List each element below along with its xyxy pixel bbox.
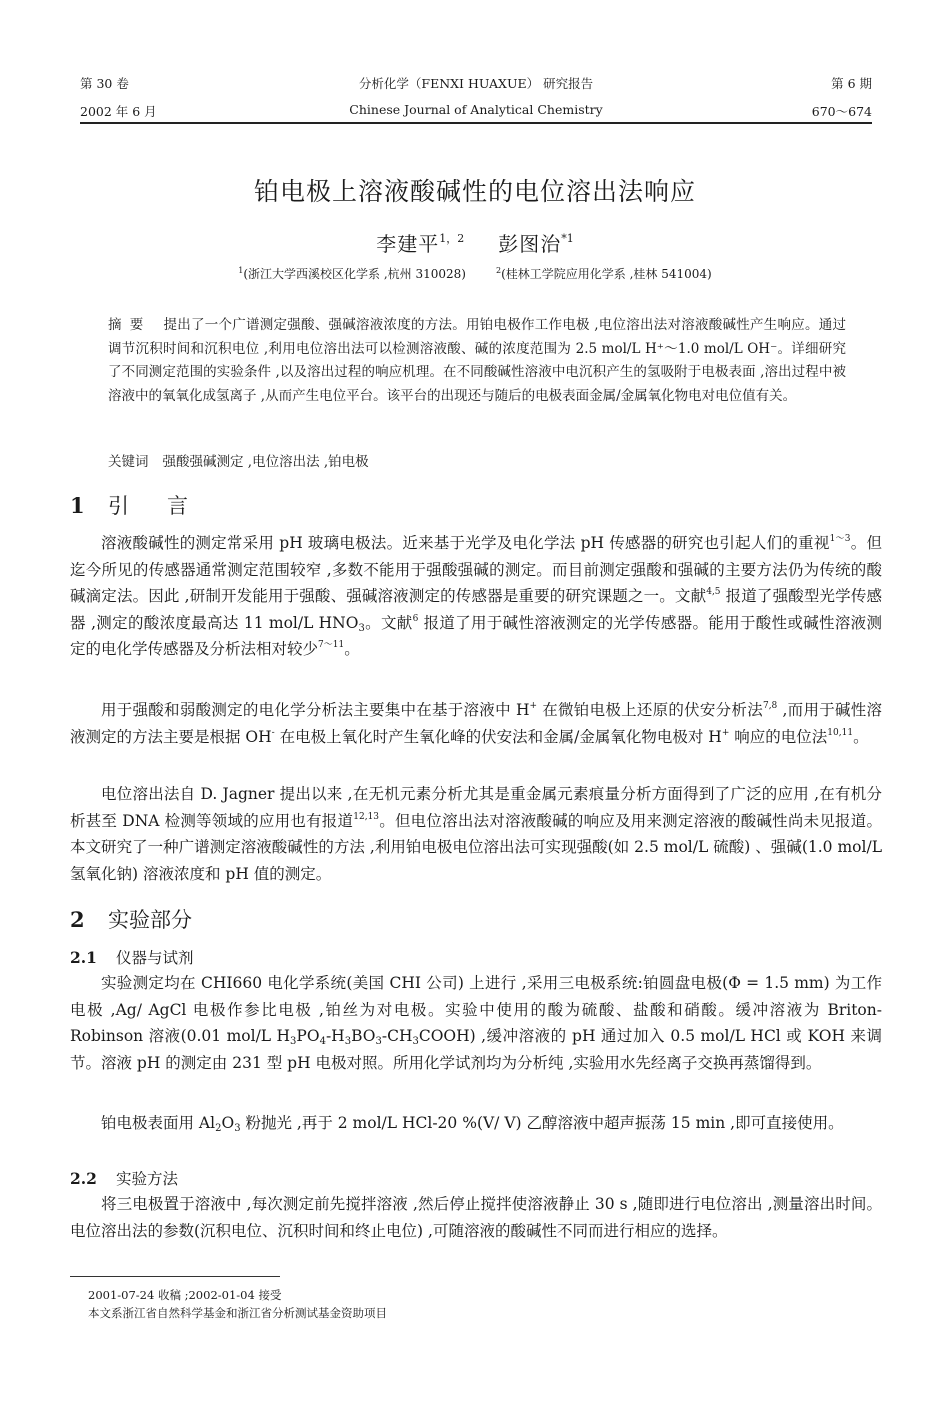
affiliation-mark: 2 [496,266,502,275]
author-affiliation-mark: *1 [561,232,574,245]
issue: 第 6 期 [831,76,872,91]
abstract-label: 摘要 [108,317,152,333]
citation: 1～3 [829,534,851,544]
paragraph: 将三电极置于溶液中 ,每次测定前先搅拌溶液 ,然后停止搅拌使溶液静止 30 s ,随即进行电位溶出 ,测量溶出时间。电位溶出法的参数(沉积电位、沉积时间和终止电位) ,可随溶液的酸碱性不同而进行相应的选择。 [70,1195,882,1240]
journal-name-cn: 分析化学（FENXI HUAXUE） 研究报告 [358,76,594,91]
paragraph: 用于强酸和弱酸测定的电化学分析法主要集中在基于溶液中 H+ 在微铂电极上还原的伏安分析法$^{7,8}$ ,而用于碱性溶液测定的方法主要是根据 OH- 在电极上氧化时产生氧化峰的伏安法和金属/金属氧化物电极对 H+ 响应的电位法$^{10,11}$。 [70,701,882,746]
affiliation-list [0,265,950,282]
affiliation-mark: 1 [238,266,244,275]
paragraph: 溶液酸碱性的测定常采用 pH 玻璃电极法。近来基于光学及电化学法 pH 传感器的研究也引起人们的重视$^{1\sim 3}$。但迄今所见的传感器通常测定范围较窄 ,多数不能用于强酸强碱的测定。而目前测定强酸和强碱的主要方法仍为传统的酸碱滴定法。因此 ,研制开发能用于强酸、强碱溶液测定的传感器是重要的研究课题之一。文献$^{4,5}$ 报道了强酸型光学传感器 ,测定的酸浓度最高达 11 mol/L $HNO_3$。文献$^6$ 报道了用于碱性溶液测定的光学传感器。能用于酸性或碱性溶液测定的电化学传感器及分析法相对较少$^{7\sim 11}$。 [70,534,882,659]
section-title: 实验部分 [108,908,192,932]
author-list [0,228,950,257]
section-heading-introduction [70,490,226,520]
citation: 6 [412,613,419,624]
author-name: 李建平 [376,232,440,256]
section-title: 引言 [108,494,226,518]
abstract [108,314,846,408]
section-number: 2 [70,907,85,932]
section-heading-experimental [70,904,192,934]
footnote-received: 2001-07-24 收稿 ;2002-01-04 接受 [88,1288,282,1302]
keywords-text: 强酸强碱测定 ,电位溶出法 ,铂电极 [162,454,369,470]
abstract-text: 提出了一个广谱测定强酸、强碱溶液浓度的方法。用铂电极作工作电极 ,电位溶出法对溶液酸碱性产生响应。通过调节沉积时间和沉积电位 ,利用电位溶出法可以检测溶液酸、碱的浓度范围为 2.5 mol/L H⁺～1.0 mol/L OH⁻。详细研究了不同测定范围的实验条件 ,以及溶出过程的响应机理。在不同酸碱性溶液中电沉积产生的氢吸附于电极表面 ,溶出过程中被溶液中的氧氧化成氢离子 ,从而产生电位平台。该平台的出现还与随后的电极表面金属/金属氧化物电对电位值有关。 [108,317,846,404]
footnote-rule [70,1276,280,1277]
affiliation: (浙江大学西溪校区化学系 ,杭州 310028) [243,267,466,281]
paragraph: 铂电极表面用 $Al_2O_3$ 粉抛光 ,再于 2 mol/L HCl-20 %(V/ V) 乙醇溶液中超声振荡 15 min ,即可直接使用。 [101,1114,844,1134]
running-header-top [80,74,872,92]
paper-title: 铂电极上溶液酸碱性的电位溶出法响应 [253,177,696,206]
volume: 第 30 卷 [80,76,129,91]
subsection-heading [70,946,194,968]
subsection-title: 实验方法 [116,1170,179,1188]
section-number: 1 [70,493,85,518]
footnote-funding: 本文系浙江省自然科学基金和浙江省分析测试基金资助项目 [88,1306,387,1320]
publication-date: 2002 年 6 月 [80,104,157,119]
subsection-heading [70,1167,178,1189]
subsection-number: 2.2 [70,1169,97,1188]
keywords [108,452,846,472]
header-rule [80,122,872,124]
paragraph: 电位溶出法自 D. Jagner 提出以来 ,在无机元素分析尤其是重金属元素痕量分析方面得到了广泛的应用 ,在有机分析甚至 DNA 检测等领域的应用也有报道$^{12,13}$。但电位溶出法对溶液酸碱的响应及用来测定溶液的酸碱性尚未见报道。本文研究了一种广谱测定溶液酸碱性的方法 ,利用铂电极电位溶出法可实现强酸(如 2.5 mol/L 硫酸) 、强碱(1.0 mol/L 氢氧化钠) 溶液浓度和 pH 值的测定。 [70,785,882,883]
page-range: 670～674 [811,104,872,119]
citation: 4,5 [706,587,721,598]
paragraph: 实验测定均在 CHI660 电化学系统(美国 CHI 公司) 上进行 ,采用三电极系统:铂圆盘电极(Φ = 1.5 mm) 为工作电极 ,Ag/ AgCl 电极作参比电极 ,铂丝为对电极。实验中使用的酸为硫酸、盐酸和硝酸。缓冲溶液为 Briton-Robinson 溶液(0.01 mol/L $H_3PO_4-H_3BO_3-CH_3COOH$) ,缓冲溶液的 pH 通过加入 0.5 mol/L HCl 或 KOH 来调节。溶液 pH 的测定由 231 型 pH 电极对照。所用化学试剂均为分析纯 ,实验用水先经离子交换再蒸馏得到。 [70,974,882,1072]
author-affiliation-mark: 1，2 [439,232,465,245]
author-name: 彭图治 [498,232,562,256]
running-header-bottom [80,102,872,120]
subsection-title: 仪器与试剂 [116,949,194,967]
citation: 10,11 [827,727,854,738]
keywords-label: 关键词 [108,454,149,470]
citation: 12,13 [353,811,380,822]
journal-name-en: Chinese Journal of Analytical Chemistry [349,102,603,117]
subsection-number: 2.1 [70,948,97,967]
affiliation: (桂林工学院应用化学系 ,桂林 541004) [501,267,712,281]
citation: 7～11 [318,640,345,651]
citation: 7,8 [762,701,778,711]
